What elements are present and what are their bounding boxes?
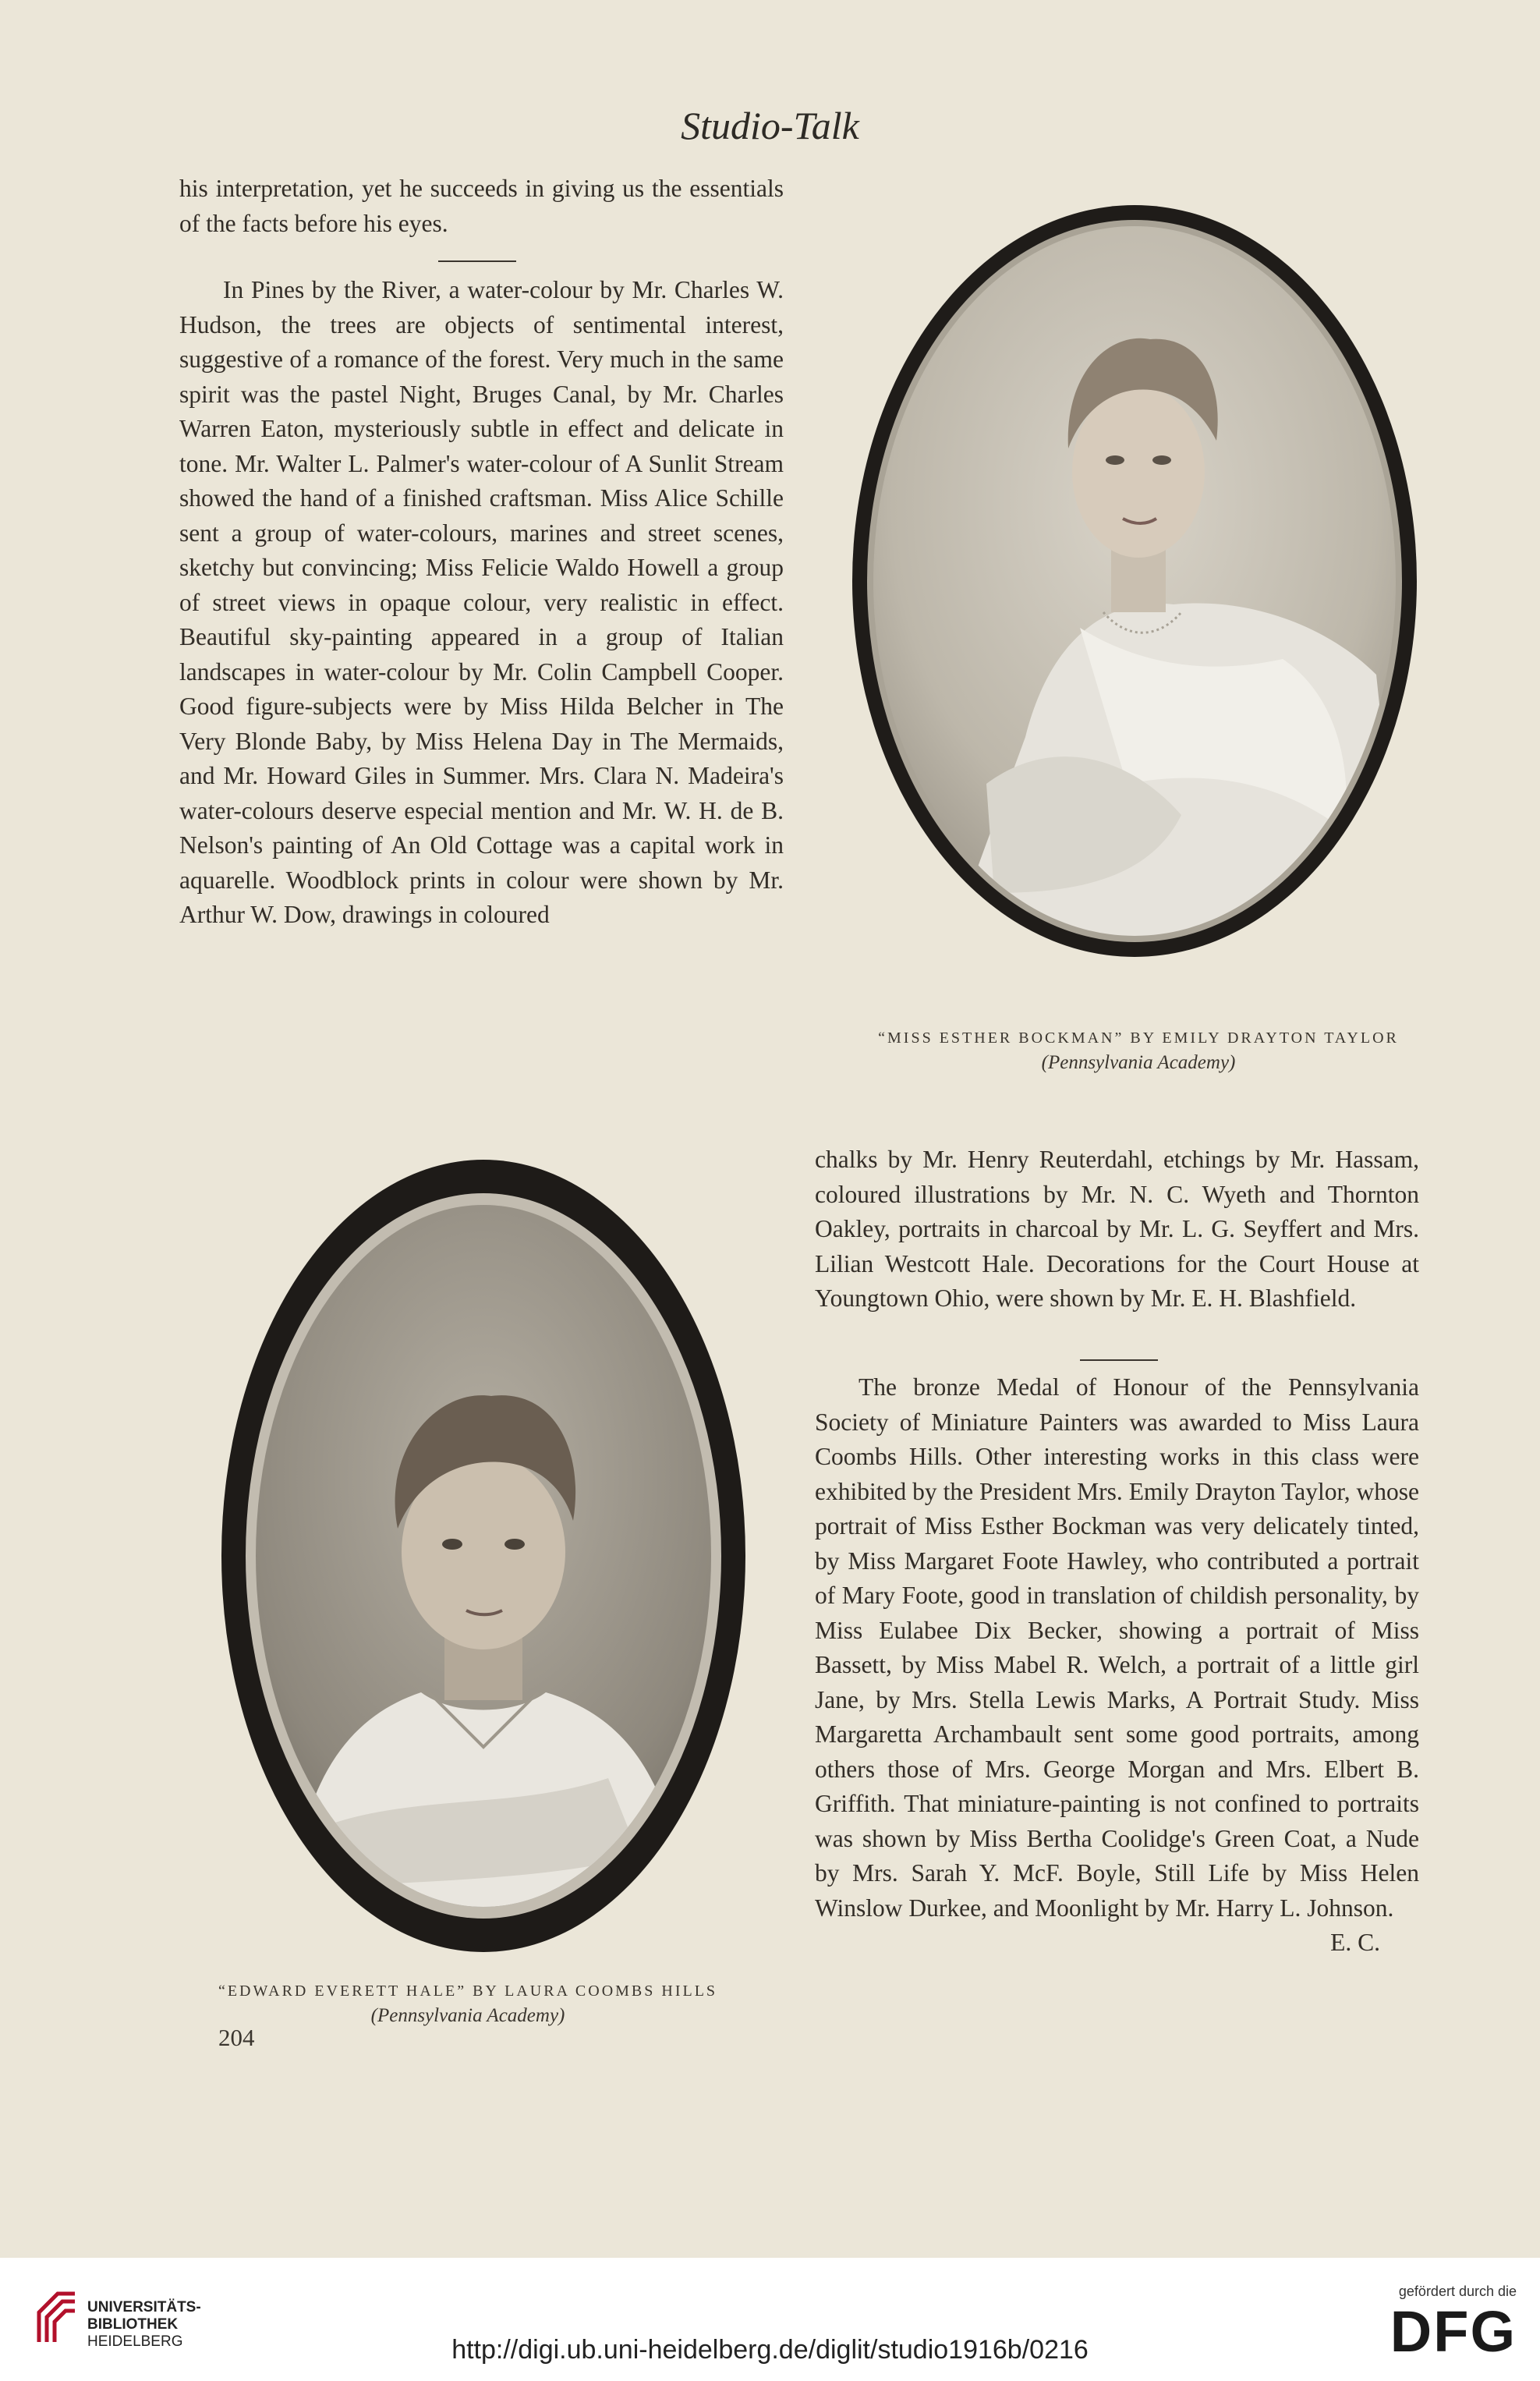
running-head: Studio-Talk bbox=[681, 104, 859, 147]
caption-title: “EDWARD EVERETT HALE” BY LAURA COOMBS HILLS bbox=[218, 1982, 718, 2000]
caption-title: “MISS ESTHER BOCKMAN” BY EMILY DRAYTON TAYLOR bbox=[878, 1029, 1399, 1047]
section-rule bbox=[1080, 1359, 1158, 1361]
right-continuation-paragraph: chalks by Mr. Henry Reuterdahl, etchings by Mr. Hassam, coloured illustrations by Mr. N. C. Wyeth and Thornton Oakley, portraits in charcoal by Mr. L. G. Seyffert and Mrs. Lilian Westcott Hale. Decorations for the Court House at Youngtown Ohio, were shown by Mr. E. H. Blashfield. bbox=[815, 1146, 1419, 1312]
caption-source: (Pennsylvania Academy) bbox=[370, 2005, 565, 2026]
author-signature: E. C. bbox=[1330, 1929, 1380, 1956]
library-line-1: UNIVERSITÄTS- bbox=[87, 2299, 201, 2315]
right-column bbox=[815, 1143, 1419, 1316]
right-column-body bbox=[815, 1370, 1419, 1961]
left-paragraph: In Pines by the River, a water-colour by Mr. Charles W. Hudson, the trees are objects of sentimental interest, suggestive of a romance of the forest. Very much in the same spirit was the pastel Night, Bruges Canal, by Mr. Charles Warren Eaton, mysteriously subtle in effect and delicate in tone. Mr. Walter L. Palmer's water-colour of A Sunlit Stream showed the hand of a finished craftsman. Miss Alice Schille sent a group of water-colours, marines and street scenes, sketchy but convincing; Miss Felicie Waldo Howell a group of street views in opaque colour, very realistic in effect. Beautiful sky-painting appeared in a group of Italian landscapes in water-colour by Mr. Colin Campbell Cooper. Good figure-subjects were by Miss Hilda Belcher in The Very Blonde Baby, by Miss Helena Day in The Mermaids, and Mr. Howard Giles in Summer. Mrs. Clara N. Madeira's water-colours deserve especial mention and Mr. W. H. de B. Nelson's painting of An Old Cottage was a capital work in aquarelle. Woodblock prints in colour were shown by Mr. Arthur W. Dow, drawings in coloured bbox=[179, 276, 784, 928]
page-number: 204 bbox=[218, 2024, 255, 2051]
library-line-2: BIBLIOTHEK bbox=[87, 2316, 179, 2333]
funder-logo bbox=[1390, 2284, 1517, 2364]
caption-source: (Pennsylvania Academy) bbox=[1041, 1052, 1236, 1073]
right-paragraph bbox=[815, 1370, 1419, 1956]
left-column-body bbox=[179, 273, 784, 933]
funding-note: gefördert durch die bbox=[1398, 2284, 1517, 2299]
source-url-link[interactable]: http://digi.ub.uni-heidelberg.de/diglit/studio1916b/0216 bbox=[451, 2335, 1089, 2365]
dfg-logo: DFG bbox=[1390, 2299, 1517, 2364]
library-line-3: HEIDELBERG bbox=[87, 2333, 183, 2350]
caption-bottom-figure bbox=[140, 1982, 795, 2027]
left-continuation-paragraph: his interpretation, yet he succeeds in giving us the essentials of the facts before his eyes. bbox=[179, 175, 784, 237]
left-column bbox=[179, 172, 784, 241]
right-paragraph-text: The bronze Medal of Honour of the Pennsylvania Society of Miniature Painters was awarded to Miss Laura Coombs Hills. Other interesting works in this class were exhibited by the President Mrs. Emily Drayton Taylor, whose portrait of Miss Esther Bockman was very delicately tinted, by Miss Margaret Foote Hawley, who contributed a portrait of Mary Foote, good in translation of childish personality, by Miss Eulabee Dix Becker, showing a portrait of Miss Bassett, by Miss Mabel R. Welch, a portrait of a little girl Jane, by Mrs. Stella Lewis Marks, A Portrait Study. Miss Margaretta Archambault sent some good portraits, among others those of Mrs. George Morgan and Mrs. Elbert B. Griffith. That miniature-painting is not confined to portraits was shown by Miss Bertha Coolidge's Green Coat, a Nude by Mrs. Sarah Y. McF. Boyle, Still Life by Miss Helen Winslow Durkee, and Moonlight by Mr. Harry L. Johnson. bbox=[815, 1373, 1419, 1922]
portrait-esther-bockman bbox=[846, 191, 1423, 971]
section-rule bbox=[438, 260, 516, 262]
caption-top-figure bbox=[811, 1029, 1466, 1074]
portrait-edward-everett-hale bbox=[218, 1154, 749, 1958]
